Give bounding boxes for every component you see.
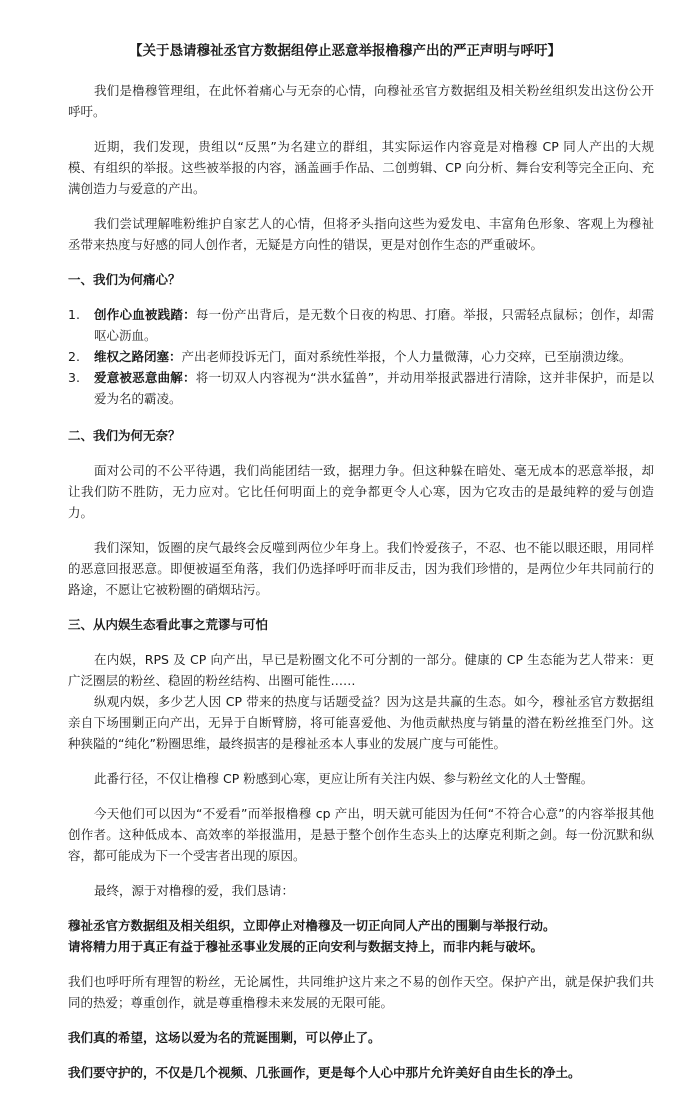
list-item — [68, 346, 654, 367]
document-title: 【关于恳请穆祉丞官方数据组停止恶意举报橹穆产出的严正声明与呼吁】 — [129, 43, 561, 59]
list-item-text: 产出老师投诉无门，面对系统性举报，个人力量微薄，心力交瘁，已至崩溃边缘。 — [181, 349, 632, 364]
list-item-text: 每一份产出背后，是无数个日夜的构思、打磨。举报，只需轻点鼠标；创作，却需呕心沥血。 — [94, 307, 654, 343]
section-3-paragraph-5: 最终，源于对橹穆的爱，我们恳请： — [94, 883, 295, 898]
section-1-list — [68, 304, 654, 409]
final-statement-1: 我们真的希望，这场以爱为名的荒诞围剿，可以停止了。 — [68, 1030, 381, 1045]
section-3-paragraph-3: 此番行径，不仅让橹穆 CP 粉感到心寒，更应让所有关注内娱、参与粉丝文化的人士警醒。 — [94, 771, 594, 786]
list-item-lead: 爱意被恶意曲解： — [94, 370, 196, 385]
intro-paragraph-1: 我们是橹穆管理组，在此怀着痛心与无奈的心情，向穆祉丞官方数据组及相关粉丝组织发出这份公开呼吁。 — [68, 83, 654, 119]
intro-paragraph-2: 近期，我们发现，贵组以“反黑”为名建立的群组，其实际运作内容竟是对橹穆 CP 同人产出的大规模、有组织的举报。这些被举报的内容，涵盖画手作品、二创剪辑、CP 向分析、舞台安利等完全正向、充满创造力与爱意的产出。 — [68, 139, 654, 196]
list-item-text: 将一切双人内容视为“洪水猛兽”，并动用举报武器进行清除，这并非保护，而是以爱为名的霸凌。 — [94, 370, 654, 406]
list-item-number: 2. — [68, 349, 80, 364]
list-item — [68, 367, 654, 409]
list-item-lead: 创作心血被践踏： — [94, 307, 196, 322]
section-2-paragraph-1: 面对公司的不公平待遇，我们尚能团结一致，据理力争。但这种躲在暗处、毫无成本的恶意举报，却让我们防不胜防，无力应对。它比任何明面上的竞争都更令人心寒，因为它攻击的是最纯粹的爱与创造力。 — [68, 463, 654, 520]
section-3-paragraph-1: 在内娱，RPS 及 CP 向产出，早已是粉圈文化不可分割的一部分。健康的 CP 生态能为艺人带来：更广泛圈层的粉丝、稳固的粉丝结构、出圈可能性…… — [68, 652, 654, 688]
list-item-number: 1. — [68, 307, 80, 322]
section-3-paragraph-2: 纵观内娱，多少艺人因 CP 带来的热度与话题受益？因为这是共赢的生态。如今，穆祉丞官方数据组亲自下场围剿正向产出，无异于自断臂膀，将可能喜爱他、为他贡献热度与销量的潜在粉丝推至门外。这种狭隘的“纯化”粉圈思维，最终损害的是穆祉丞本人事业的发展广度与可能性。 — [68, 694, 654, 751]
list-item-lead: 维权之路闭塞： — [94, 349, 182, 364]
closing-paragraph: 我们也呼吁所有理智的粉丝，无论属性，共同维护这片来之不易的创作天空。保护产出，就是保护我们共同的热爱；尊重创作，就是尊重橹穆未来发展的无限可能。 — [68, 974, 654, 1010]
final-statement-2: 我们要守护的，不仅是几个视频、几张画作，更是每个人心中那片允许美好自由生长的净土。 — [68, 1065, 581, 1080]
section-2-heading: 二、我们为何无奈？ — [68, 428, 181, 443]
list-item — [68, 304, 654, 346]
appeal-line-1: 穆祉丞官方数据组及相关组织，立即停止对橹穆及一切正向同人产出的围剿与举报行动。 — [68, 918, 556, 933]
intro-paragraph-3: 我们尝试理解唯粉维护自家艺人的心情，但将矛头指向这些为爱发电、丰富角色形象、客观上为穆祉丞带来热度与好感的同人创作者，无疑是方向性的错误，更是对创作生态的严重破坏。 — [68, 216, 654, 252]
section-3-paragraph-4: 今天他们可以因为“不爱看”而举报橹穆 cp 产出，明天就可能因为任何“不符合心意”的内容举报其他创作者。这种低成本、高效率的举报滥用，是悬于整个创作生态头上的达摩克利斯之剑。每一份沉默和纵容，都可能成为下一个受害者出现的原因。 — [68, 806, 654, 863]
section-3-heading: 三、从内娱生态看此事之荒谬与可怕 — [68, 617, 269, 632]
appeal-line-2: 请将精力用于真正有益于穆祉丞事业发展的正向安利与数据支持上，而非内耗与破坏。 — [68, 939, 544, 954]
section-1-heading: 一、我们为何痛心？ — [68, 272, 181, 287]
list-item-number: 3. — [68, 370, 80, 385]
section-2-paragraph-2: 我们深知，饭圈的戾气最终会反噬到两位少年身上。我们怜爱孩子，不忍、也不能以眼还眼，用同样的恶意回报恶意。即便被逼至角落，我们仍选择呼吁而非反击，因为我们珍惜的，是两位少年共同前行的路途，不愿让它被粉圈的硝烟玷污。 — [68, 540, 654, 597]
